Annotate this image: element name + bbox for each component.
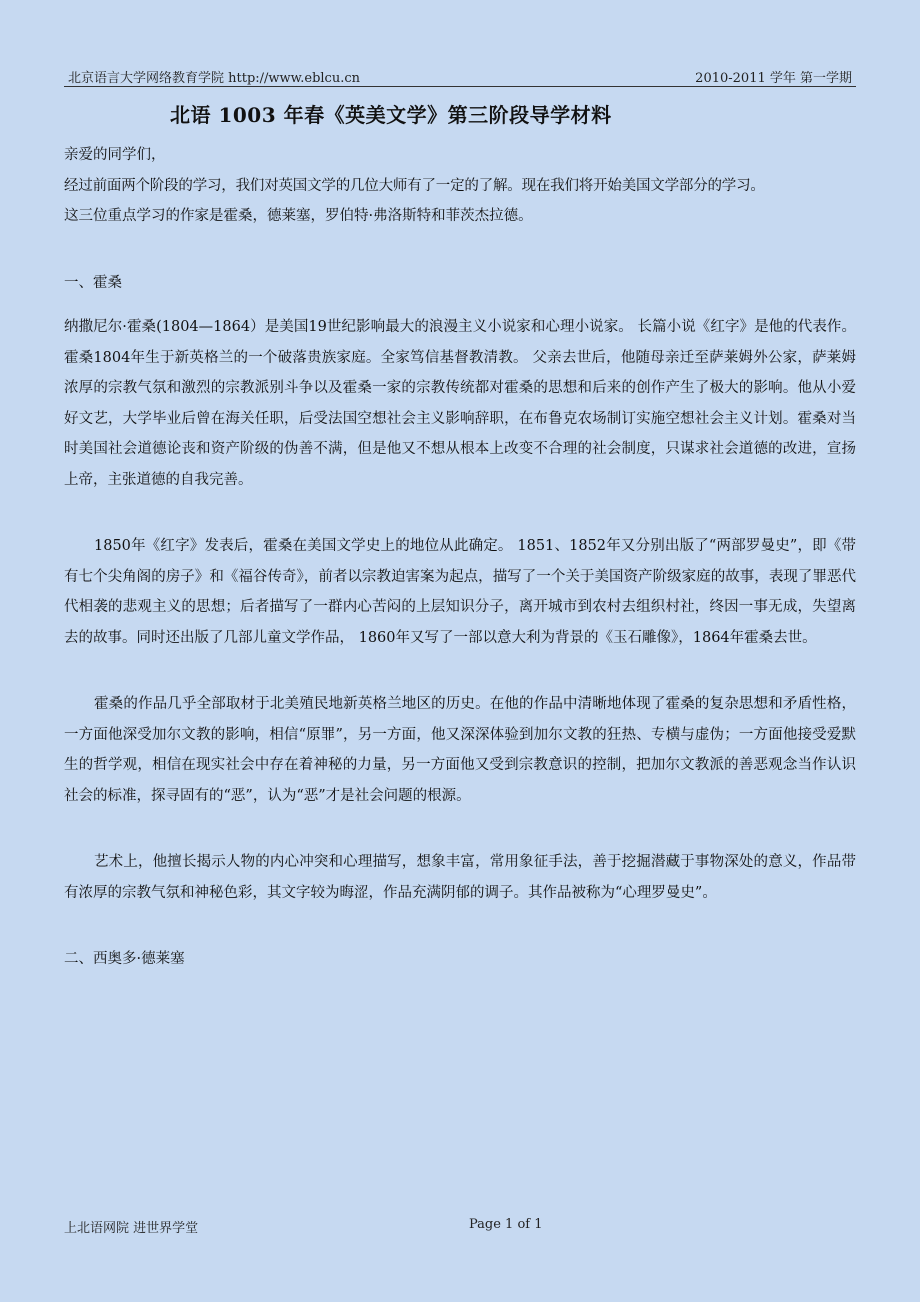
- document-title: 北语 1003 年春《英美文学》第三阶段导学材料: [170, 103, 612, 127]
- greeting: 亲爱的同学们，: [64, 147, 166, 163]
- page-number: Page 1 of 1: [469, 1217, 543, 1232]
- paragraph: 艺术上，他擅长揭示人物的内心冲突和心理描写，想象丰富，常用象征手法，善于挖掘潜藏于事物深处的意义，作品带有浓厚的宗教气氛和神秘色彩，其文字较为晦涩，作品充满阴郁的调子。其作品被称为“心理罗曼史”。: [64, 854, 856, 901]
- footer-slogan: 上北语网院 进世界学堂: [64, 1221, 199, 1236]
- section-heading-hawthorne: 一、霍桑: [64, 274, 122, 291]
- header-term: 2010-2011 学年 第一学期: [695, 71, 852, 86]
- paragraph: 纳撒尼尔·霍桑(1804—1864）是美国19世纪影响最大的浪漫主义小说家和心理小说家。 长篇小说《红字》是他的代表作。霍桑1804年生于新英格兰的一个破落贵族家庭。全家笃信基督教清教。 父亲去世后，他随母亲迁至萨莱姆外公家，萨莱姆浓厚的宗教气氛和激烈的宗教派别斗争以及霍桑一家的宗教传统都对霍桑的思想和后来的创作产生了极大的影响。他从小爱好文艺，大学毕业后曾在海关任职，后受法国空想社会主义影响辞职，在布鲁克农场制订实施空想社会主义计划。霍桑对当时美国社会道德论丧和资产阶级的伪善不满，但是他又不想从根本上改变不合理的社会制度，只谋求社会道德的改进，宣扬上帝，主张道德的自我完善。: [64, 319, 856, 488]
- page-header: [64, 64, 856, 87]
- paragraph: 1850年《红字》发表后，霍桑在美国文学史上的地位从此确定。 1851、1852年又分别出版了“两部罗曼史”，即《带有七个尖角阁的房子》和《福谷传奇》，前者以宗教迫害案为起点，描写了一个关于美国资产阶级家庭的故事，表现了罪恶代代相袭的悲观主义的思想；后者描写了一群内心苦闷的上层知识分子，离开城市到农村去组织村社，终因一事无成，失望离去的故事。同时还出版了几部儿童文学作品， 1860年又写了一部以意大利为背景的《玉石雕像》，1864年霍桑去世。: [64, 538, 856, 646]
- intro-line-2: 这三位重点学习的作家是霍桑，德莱塞，罗伯特·弗洛斯特和菲茨杰拉德。: [64, 208, 533, 224]
- document-body: [64, 140, 856, 975]
- section-heading-dreiser: 二、西奥多·德莱塞: [64, 951, 185, 967]
- header-institution: 北京语言大学网络教育学院 http://www.eblcu.cn: [68, 71, 360, 86]
- intro-line-1: 经过前面两个阶段的学习，我们对英国文学的几位大师有了一定的了解。现在我们将开始美国文学部分的学习。: [64, 177, 765, 194]
- paragraph: 霍桑的作品几乎全部取材于北美殖民地新英格兰地区的历史。在他的作品中清晰地体现了霍桑的复杂思想和矛盾性格，一方面他深受加尔文教的影响，相信“原罪”，另一方面，他又深深体验到加尔文教的狂热、专横与虚伪；一方面他接受爱默生的哲学观，相信在现实社会中存在着神秘的力量，另一方面他又受到宗教意识的控制，把加尔文教派的善恶观念当作认识社会的标准，探寻固有的“恶”，认为“恶”才是社会问题的根源。: [64, 696, 856, 804]
